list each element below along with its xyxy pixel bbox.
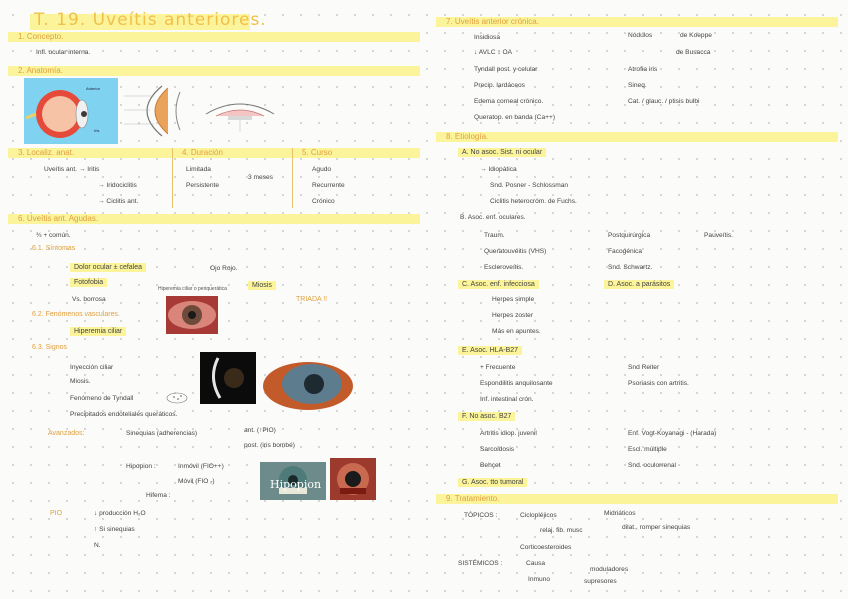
etio-c-1: Herpes simple [492,296,535,303]
heading-fenomenos: 6.2. Fenómenos vasculares. [32,311,120,318]
synechiae: Sinequias (adherencias) [126,430,198,437]
etio-c-3: Más en apuntes. [492,328,541,335]
nodules-1: de Koeppe [680,32,712,39]
nodules-5: Cat. / glauc. / ptisis bulbi [628,98,700,105]
pio-label: PIO [50,510,63,517]
nodules-3: Atrofia iris [628,66,658,73]
tx-moduladores: moduladores [590,566,629,573]
nodules-head: Nódulos [628,32,653,39]
curso-item-3: Crónico [312,198,335,205]
ciliary-body-diagram [202,86,278,136]
loc-item-2: → Iridociclitis [98,182,137,189]
divider-1 [172,148,173,208]
heading-tratamiento: 9. Tratamiento. [446,494,500,503]
eye-section-diagram [122,82,194,140]
etio-b-6: Snd. Schwartz. [608,264,653,271]
etio-f: F. No asoc. B27 [458,412,515,421]
chronic-5: Edema corneal crónico. [474,98,544,105]
etio-f-6: Snd. oculorrenal [628,462,677,469]
hyphema: Hifema : [146,492,171,499]
chronic-2: ↓ AVLC ↓ OA [474,49,512,56]
tx-cicloplejicos: Ciclopléjicos [520,512,557,519]
acute-item-1: ¾ + común. [36,232,71,239]
symptom-1: Dolor ocular ± cefalea [70,263,146,272]
etio-f-2: Sarcoidosis [480,446,515,453]
etio-f-1: Artritis idiop. juvenil [480,430,537,437]
synechiae-ant: ant. (↑PIO) [244,427,276,434]
etio-g: G. Asoc. tto tumoral [458,478,527,487]
etio-e-4: Snd Reiter [628,364,660,371]
symptom-2: Ojo Rojo. [210,265,238,272]
band-s2 [8,66,420,76]
concept-item: Infl. ocular interna. [36,49,91,56]
hypopyon-label: Hipopion [270,478,322,491]
tyndall-slit-photo [200,352,256,404]
chronic-3: Tyndall post. y celular [474,66,538,73]
etio-c: C. Asoc. enf. infecciosa [458,280,539,289]
dur-item-1: Limitada [186,166,211,173]
tx-topicos: TÓPICOS : [464,512,498,519]
svg-text:Anterior: Anterior [86,86,101,91]
etio-e-2: Espondilitis anquilosante [480,380,553,387]
etio-b-1: Traum. [484,232,505,239]
hypopyon-b: Móvil (FIO -) [178,478,215,485]
chronic-6: Queratop. en banda (Ca++) [474,114,556,121]
sign-2: Miosis. [70,378,91,385]
dur-brace-label: 3 meses [248,174,273,181]
eye-anatomy-illustration [24,78,118,144]
loc-item-3: → Ciclitis ant. [98,198,139,205]
heading-localizacion: 3. Localiz. anat. [18,148,75,157]
chronic-4: Precip. lardáceos [474,82,525,89]
divider-2 [292,148,293,208]
etio-b-5: Facogénica [608,248,643,255]
pio-2: ↑ Si sinequias [94,526,135,533]
etio-f-5: Escl. múltiple [628,446,667,453]
advanced-label: Avanzados: [48,430,85,437]
hyphema-photo [330,458,376,500]
curso-item-2: Recurrente [312,182,345,189]
svg-text:Iris: Iris [94,128,100,133]
photo1-caption: Hiperemia ciliar o periquerática [158,286,227,292]
symptom-3: Fotofobia [70,278,107,287]
curso-item-1: Agudo [312,166,332,173]
etio-b: B. Asoc. enf. oculares. [460,214,526,221]
etio-e: E. Asoc. HLA-B27 [458,346,522,355]
tx-causa: Causa [526,560,546,567]
etio-b-4: Postquirúrgica [608,232,651,239]
tyndall-icon [166,391,188,403]
pio-1: ↓ producción H₂O [94,510,146,517]
heading-uveitis-cronica: 7. Uveítis anterior crónica. [446,17,539,26]
heading-curso: 5. Curso [302,148,333,157]
etio-b-2: Queratouveitis (VHS) [484,248,547,255]
chronic-1: Insidiosa [474,34,501,41]
etio-b-3: Escleroveítis. [484,264,524,271]
symptom-5: Vs. borrosa [72,296,106,303]
nodules-2: de Busacca [676,49,711,56]
etio-d: D. Asoc. a parásitos [604,280,674,289]
tx-supresores: supresores [584,578,617,585]
sign-3: Fenómeno de Tyndall [70,395,134,402]
triada-label: TRIADA !! [296,296,328,303]
ciliary-hyperemia-photo [166,296,218,334]
tx-cyc-sub: relaj. fib. musc [540,527,583,534]
heading-etiologia: 8. Etiología. [446,132,489,141]
heading-uveitis-agudas: 6. Uveítis ant. Agudas. [18,214,99,223]
heading-duracion: 4. Duración [182,148,223,157]
hypopyon-a: Inmóvil (FIO++) [178,463,224,470]
page-title: T. 19. Uveítis anteriores. [34,10,267,30]
hypopyon-photo [260,462,326,500]
etio-f-3: Behçet [480,462,501,469]
etio-e-1: + Frecuente [480,364,516,371]
tx-corticoides: Corticoesteroides [520,544,572,551]
heading-signos: 6.3. Signos [32,344,68,351]
etio-f-4: Enf. Vogt-Koyanagi - (Harada) [628,430,717,437]
hypopyon: Hipopion : [126,463,156,470]
nodules-4: Sineq. [628,82,647,89]
symptom-4: Miosis [248,281,276,290]
vascular-item-1: Hiperemia ciliar [70,327,126,336]
heading-sintomas: 6.1. Síntomas [32,245,76,252]
etio-b-7: Pauveítis. [704,232,733,239]
etio-a-1: → Idiopática [480,166,517,173]
tx-midriaticos: Midriáticos [604,510,636,517]
etio-a-2: Snd. Posner - Schlossman [490,182,569,189]
heading-anatomia: 2. Anatomía. [18,66,63,75]
keratic-precipitates-photo [262,360,354,412]
sign-1: Inyección ciliar [70,364,114,371]
tx-sistemicos: SISTÉMICOS : [458,560,503,567]
etio-a-3: Ciclitis heterocróm. de Fuchs. [490,198,577,205]
synechiae-post: post. (iris bombé) [244,442,295,449]
tx-mid-sub: dilat., romper sinequias [622,524,691,531]
pio-3: N. [94,542,101,549]
sign-4: Precipitados endoteliales queráticos. [70,411,178,418]
band-s8 [436,132,838,142]
dur-item-2: Persistente [186,182,219,189]
tx-inmuno: Inmuno [528,576,550,583]
band-s1 [8,32,420,42]
heading-concepto: 1. Concepto. [18,32,64,41]
loc-item-1: Uveítis ant. → Iritis [44,166,100,173]
etio-a: A. No asoc. Sist. ni ocular [458,148,546,157]
etio-e-5: Psoriasis con artritis. [628,380,689,387]
etio-e-3: Inf. intestinal crón. [480,396,534,403]
etio-c-2: Herpes zoster [492,312,534,319]
